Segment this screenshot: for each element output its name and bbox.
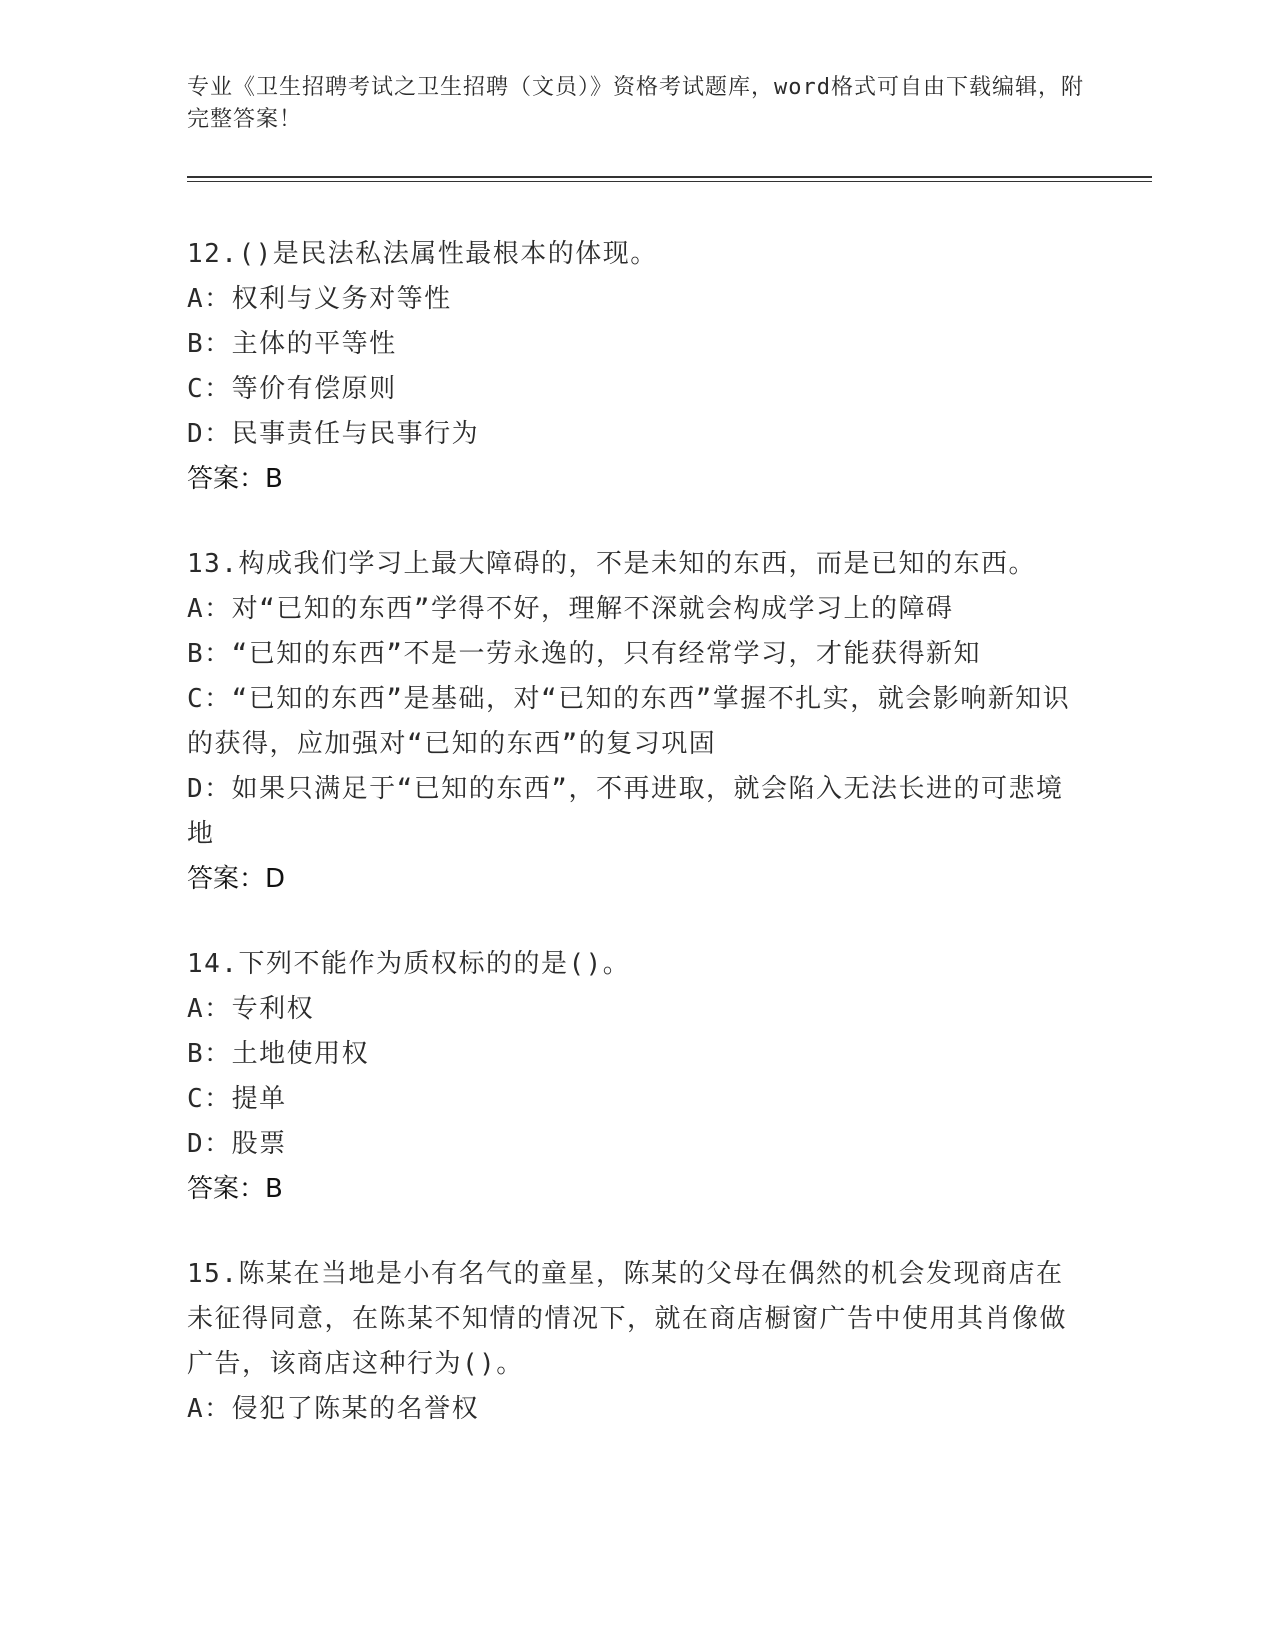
option-b: B：主体的平等性 [187,329,397,359]
option-a: A：对“已知的东西”学得不好，理解不深就会构成学习上的障碍 [187,594,954,624]
question-stem: 14.下列不能作为质权标的的是()。 [187,949,631,979]
question-13 [187,542,1087,902]
option-d: D：如果只满足于“已知的东西”，不再进取，就会陷入无法长进的可悲境地 [187,774,1064,849]
question-14 [187,942,1087,1212]
option-c: C：等价有偿原则 [187,374,397,404]
answer-line: 答案：B [187,1174,283,1204]
option-c: C：“已知的东西”是基础，对“已知的东西”掌握不扎实，就会影响新知识的获得，应加强对“已知的东西”的复习巩固 [187,684,1071,759]
question-stem: 13.构成我们学习上最大障碍的，不是未知的东西，而是已知的东西。 [187,549,1036,579]
option-a: A：专利权 [187,994,315,1024]
option-c: C：提单 [187,1084,287,1114]
option-b: B：“已知的东西”不是一劳永逸的，只有经常学习，才能获得新知 [187,639,981,669]
document-header [187,72,1087,136]
option-b: B：土地使用权 [187,1039,370,1069]
header-divider-thick [187,176,1152,178]
question-stem: 15.陈某在当地是小有名气的童星，陈某的父母在偶然的机会发现商店在未征得同意，在陈某不知情的情况下，就在商店橱窗广告中使用其肖像做广告，该商店这种行为()。 [187,1259,1068,1379]
question-15 [187,1252,1087,1432]
answer-line: 答案：D [187,864,286,894]
question-list [187,232,1087,1472]
header-divider-thin [187,181,1152,182]
option-a: A：权利与义务对等性 [187,284,452,314]
question-stem: 12.()是民法私法属性最根本的体现。 [187,239,658,269]
question-12 [187,232,1087,502]
header-text: 专业《卫生招聘考试之卫生招聘（文员）》资格考试题库，word格式可自由下载编辑，附完整答案！ [187,75,1084,132]
answer-line: 答案：B [187,464,283,494]
option-d: D：民事责任与民事行为 [187,419,480,449]
option-d: D：股票 [187,1129,287,1159]
option-a: A：侵犯了陈某的名誉权 [187,1394,480,1424]
